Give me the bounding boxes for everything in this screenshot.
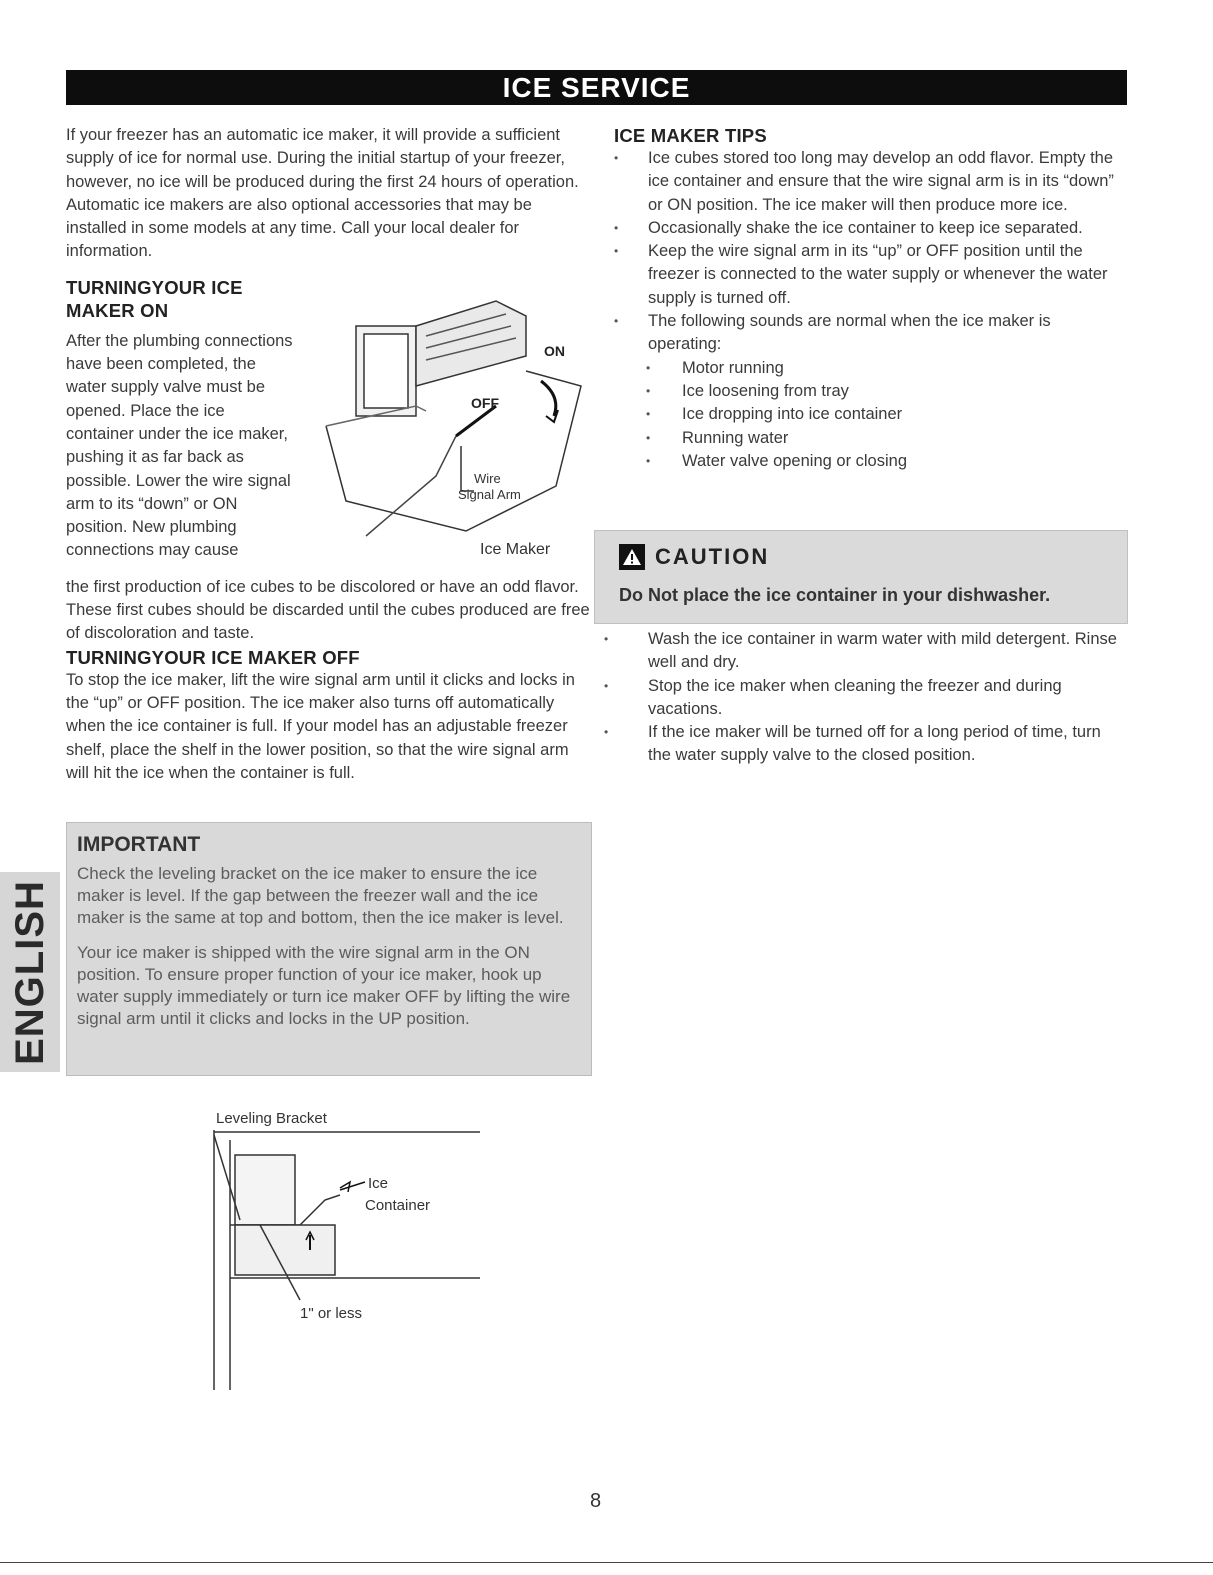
label-ice-maker: Ice Maker — [480, 540, 551, 558]
turn-on-heading — [66, 276, 294, 322]
sound-item: • Ice dropping into ice container — [646, 403, 1126, 426]
bracket-illustration — [214, 1130, 480, 1390]
ice-maker-illustration — [326, 301, 581, 536]
label-off: OFF — [471, 394, 499, 411]
sound-item: • Motor running — [646, 357, 1126, 380]
label-container: Container — [365, 1197, 431, 1214]
bottom-divider — [0, 1562, 1213, 1563]
tip-item: • The following sounds are normal when the ice maker is operating: — [614, 310, 1126, 357]
sound-item: • Ice loosening from tray — [646, 380, 1126, 403]
turn-on-block — [66, 276, 593, 576]
important-heading: IMPORTANT — [77, 833, 201, 856]
turn-on-heading-line2: MAKER ON — [66, 299, 169, 321]
caution-text: Do Not place the ice container in your dishwasher. — [619, 585, 1051, 605]
important-paragraph-1: Check the leveling bracket on the ice maker to ensure the ice maker is level. If the gap between the freezer wall and the ice maker is the same at top and bottom, then the ice maker is level. — [77, 864, 564, 927]
warning-triangle-icon — [619, 544, 645, 570]
tip-item: • If the ice maker will be turned off for a long period of time, turn the water supply valve to the closed position. — [594, 721, 1126, 768]
section-header-bar — [66, 70, 1127, 105]
tip-item: • Ice cubes stored too long may develop an odd flavor. Empty the ice container and ensure that the wire signal arm is in its “down” or ON position. The ice maker will then produce more ice. — [614, 147, 1126, 217]
caution-title: CAUTION — [655, 544, 770, 569]
label-wire: Wire — [474, 470, 501, 486]
label-gap: 1" or less — [300, 1305, 363, 1322]
tips-list-2 — [594, 628, 1126, 768]
label-on: ON — [544, 342, 565, 359]
turn-on-paragraph: After the plumbing connections have been completed, the water supply valve must be opened. Place the ice container under the ice maker, pushing it as far back as possible. Lower the wire signal arm to its “down” or ON position. New plumbing connections may cause — [66, 331, 293, 560]
important-box — [66, 822, 592, 1076]
tip-item: • Wash the ice container in warm water with mild detergent. Rinse well and dry. — [594, 628, 1126, 675]
turn-off-paragraph: To stop the ice maker, lift the wire signal arm until it clicks and locks in the “up” or OFF position. The ice maker also turns off automatically when the ice container is full. If your model has an adjustable freezer shelf, place the shelf in the lower position, so that the wire signal arm will hit the ice when the container is full. — [66, 670, 575, 782]
language-side-tab — [0, 872, 60, 1072]
leveling-bracket-figure — [190, 1100, 490, 1390]
caution-header — [619, 541, 769, 573]
tips-list — [614, 147, 1126, 357]
tip-item: • Occasionally shake the ice container to keep ice separated. — [614, 217, 1126, 240]
label-signal-arm: Signal Arm — [458, 486, 521, 502]
left-column — [66, 124, 593, 785]
tip-item: • Stop the ice maker when cleaning the freezer and during vacations. — [594, 675, 1126, 722]
tip-item: • Keep the wire signal arm in its “up” or OFF position until the freezer is connected to the water supply or whenever the water supply is turned off. — [614, 240, 1126, 310]
caution-box — [594, 530, 1128, 624]
ice-maker-figure — [306, 286, 596, 566]
turn-off-heading: TURNINGYOUR ICE MAKER OFF — [66, 646, 360, 668]
tips-heading: ICE MAKER TIPS — [614, 125, 767, 146]
language-label: ENGLISH — [7, 879, 52, 1065]
turn-on-text — [66, 276, 294, 563]
sound-item: • Running water — [646, 427, 1126, 450]
label-ice: Ice — [368, 1175, 389, 1192]
important-paragraph-2: Your ice maker is shipped with the wire signal arm in the ON position. To ensure proper function of your ice maker, hook up water supply immediately or turn ice maker OFF by lifting the wire signal arm until it clicks and locks in the UP position. — [77, 943, 571, 1028]
turn-on-heading-line1: TURNINGYOUR ICE — [66, 276, 243, 298]
right-column — [614, 124, 1126, 473]
tips-continued — [594, 628, 1126, 768]
turn-on-continuation: the first production of ice cubes to be discolored or have an odd flavor. These first cubes should be discarded until the cubes produced are free of discoloration and taste. — [66, 577, 590, 643]
intro-paragraph: If your freezer has an automatic ice maker, it will provide a sufficient supply of ice for normal use. During the initial startup of your freezer, however, no ice will be produced during the first 24 hours of operation. Automatic ice makers are also optional accessories that may be installed in some models at any time. Call your local dealer for information. — [66, 126, 579, 261]
sounds-list — [614, 357, 1126, 473]
page-number: 8 — [590, 1490, 602, 1512]
label-leveling-bracket: Leveling Bracket — [216, 1110, 327, 1127]
section-title: ICE SERVICE — [502, 72, 691, 103]
sound-item: • Water valve opening or closing — [646, 450, 1126, 473]
